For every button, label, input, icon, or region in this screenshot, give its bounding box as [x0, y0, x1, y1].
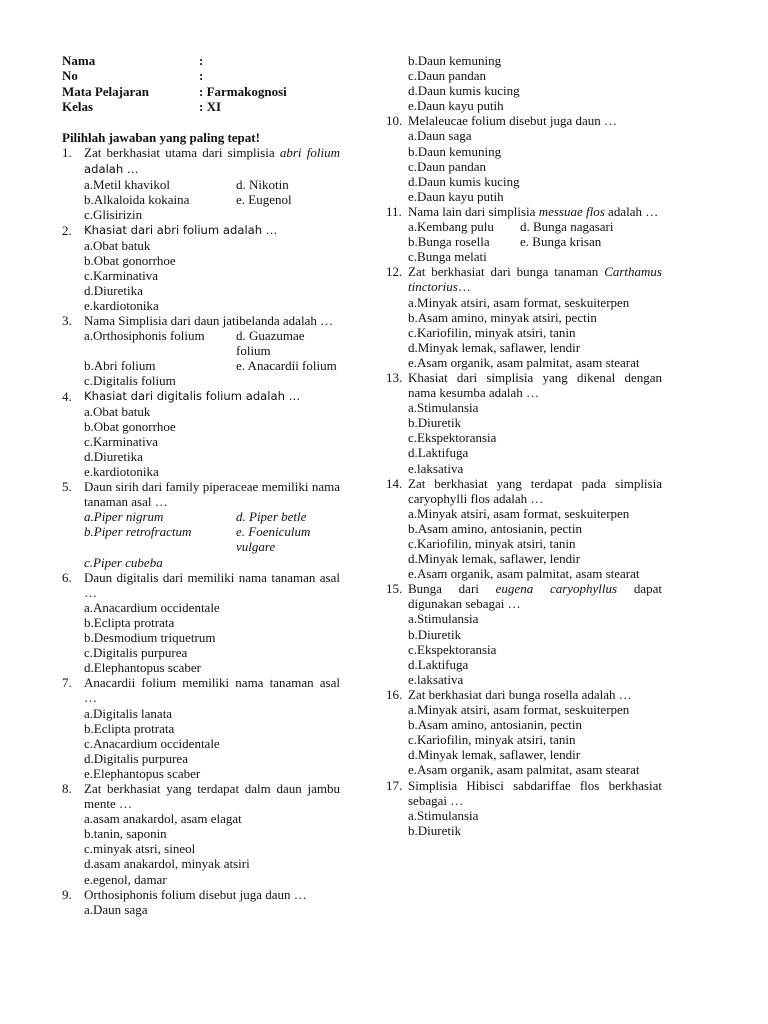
option-d: d.Minyak lemak, saflawer, lendir	[408, 747, 581, 763]
header-no	[62, 68, 340, 83]
option-c: c.Ekspektoransia	[408, 430, 497, 446]
option-b: b.Obat gonorrhoe	[84, 252, 176, 268]
options-8	[62, 811, 340, 886]
options-5	[62, 509, 340, 569]
option-c: c.Kariofilin, minyak atsiri, tanin	[408, 536, 576, 551]
option-e: e.Daun kayu putih	[408, 98, 504, 114]
mapel-label: Mata Pelajaran	[62, 83, 150, 99]
question-15	[386, 581, 666, 612]
question-stem: Khasiat dari simplisia yang dikenal dengan nama kesumba adalah …	[408, 369, 662, 401]
question-16	[386, 687, 662, 702]
question-number: 11.	[386, 203, 402, 219]
question-6	[62, 570, 340, 600]
option-b: b.Bunga rosella	[408, 234, 490, 250]
question-number: 10.	[386, 113, 403, 129]
option-b: b.Piper retrofractum	[84, 524, 192, 540]
option-e: e.kardiotonika	[84, 297, 159, 313]
option-e: e.Asam organik, asam palmitat, asam stearat	[408, 354, 640, 370]
option-b: b.Asam amino, antosianin, pectin	[408, 717, 583, 733]
question-number: 6.	[62, 569, 72, 585]
question-number: 8.	[62, 780, 72, 796]
nama-colon: :	[199, 53, 204, 68]
question-stem: Zat berkhasiat dari bunga rosella adalah …	[408, 686, 632, 702]
question-10	[386, 113, 662, 128]
option-a: a.Piper nigrum	[84, 509, 164, 525]
question-13	[386, 370, 662, 400]
option-c: c.Ekspektoransia	[408, 641, 497, 657]
option-d: d.Minyak lemak, saflawer, lendir	[408, 551, 581, 567]
option-b: b.Daun kemuning	[408, 143, 502, 159]
question-stem: Orthosiphonis folium disebut juga daun …	[84, 886, 307, 902]
options-10	[386, 128, 662, 203]
question-4	[62, 389, 340, 404]
option-e: e.egenol, damar	[84, 871, 167, 887]
no-colon: :	[199, 68, 204, 84]
option-c: c.Daun pandan	[408, 68, 486, 84]
question-stem: Daun digitalis dari memiliki nama tanaman asal …	[84, 569, 340, 600]
options-3	[62, 328, 340, 388]
option-c: c.Karminativa	[84, 267, 158, 283]
option-a: a.Daun saga	[408, 128, 472, 144]
option-a: a.asam anakardol, asam elagat	[84, 811, 242, 827]
option-d: d. Guazumae folium	[236, 328, 305, 359]
options-17	[386, 808, 662, 838]
question-number: 15.	[386, 581, 403, 597]
options-12	[386, 295, 662, 370]
option-e: e. Foeniculum vulgare	[236, 524, 311, 555]
option-d: d.Diuretika	[84, 448, 143, 464]
options-7	[62, 706, 340, 781]
option-a: a.Minyak atsiri, asam format, seskuiterpen	[408, 294, 630, 310]
question-stem: Anacardii folium memiliki nama tanaman asal …	[84, 675, 340, 706]
question-8	[62, 781, 340, 811]
option-c: c.Kariofilin, minyak atsiri, tanin	[408, 732, 576, 748]
option-d: d.Laktifuga	[408, 656, 469, 672]
question-stem: Zat berkhasiat dari bunga tanaman Carthamus tinctorius…	[408, 264, 666, 295]
options-6	[62, 600, 340, 675]
options-9	[62, 902, 340, 917]
option-d: d. Bunga nagasari	[520, 219, 614, 235]
question-number: 5.	[62, 479, 72, 495]
question-number: 14.	[386, 475, 403, 491]
option-d: d.Laktifuga	[408, 445, 469, 461]
question-stem: Khasiat dari digitalis folium adalah …	[84, 388, 301, 403]
option-d: d.Minyak lemak, saflawer, lendir	[408, 339, 581, 355]
option-c: c.Anacardium occidentale	[84, 735, 220, 751]
option-d: d.Daun kumis kucing	[408, 173, 520, 189]
option-c: c.minyak atsri, sineol	[84, 841, 196, 857]
option-e: e.laksativa	[408, 460, 464, 476]
option-a: a.Obat batuk	[84, 237, 151, 253]
question-number: 16.	[386, 686, 403, 702]
option-a: a.Daun saga	[84, 901, 148, 917]
option-b: b.Diuretik	[408, 822, 462, 838]
option-c: c.Glisirizin	[84, 207, 143, 223]
option-e: e. Anacardii folium	[236, 358, 337, 374]
options-9-continued	[386, 53, 662, 113]
option-e: e.Elephantopus scaber	[84, 765, 201, 781]
options-15	[386, 611, 662, 686]
options-4	[62, 404, 340, 479]
question-stem: Zat berkhasiat yang terdapat dalm daun jambu mente …	[84, 780, 340, 812]
header-kelas	[62, 99, 340, 114]
option-a: a.Stimulansia	[408, 400, 479, 416]
options-13	[386, 400, 662, 475]
option-c: c.Daun pandan	[408, 158, 486, 174]
kelas-label: Kelas	[62, 99, 94, 115]
nama-label: Nama	[62, 53, 96, 68]
question-number: 12.	[386, 264, 403, 280]
question-number: 13.	[386, 369, 403, 385]
option-d: d.Diuretika	[84, 282, 143, 298]
option-d: d.Digitalis purpurea	[84, 750, 188, 766]
no-label: No	[62, 68, 78, 84]
question-stem: Bunga dari eugena caryophyllus dapat digunakan sebagai …	[408, 581, 666, 612]
option-e: d.Elephantopus scaber	[84, 660, 201, 676]
option-c: c.Digitalis folium	[84, 373, 176, 389]
kelas-value: : XI	[199, 99, 222, 115]
right-column	[386, 53, 666, 838]
question-number: 3.	[62, 313, 72, 329]
option-b: b.Abri folium	[84, 358, 156, 374]
option-a: a.Digitalis lanata	[84, 705, 173, 721]
header-mapel	[62, 84, 340, 99]
left-column	[62, 53, 344, 917]
question-stem: Zat berkhasiat yang terdapat pada simplisia caryophylli flos adalah …	[408, 475, 662, 506]
question-12	[386, 264, 666, 295]
question-17	[386, 778, 662, 808]
option-c: c.Bunga melati	[408, 249, 487, 265]
question-stem: Simplisia Hibisci sabdariffae flos berkhasiat sebagai …	[408, 777, 662, 808]
question-3	[62, 313, 340, 328]
option-e: e. Eugenol	[236, 192, 292, 208]
option-a: a.Stimulansia	[408, 807, 479, 823]
option-a: a.Kembang pulu	[408, 219, 494, 235]
question-number: 1.	[62, 145, 72, 161]
question-number: 9.	[62, 886, 72, 902]
instruction: Pilihlah jawaban yang paling tepat!	[62, 129, 260, 145]
option-b: b.Eclipta protrata	[84, 614, 175, 630]
question-stem: Nama Simplisia dari daun jatibelanda adalah …	[84, 313, 334, 329]
question-stem: Zat berkhasiat utama dari simplisia abri folium adalah …	[84, 145, 344, 177]
option-b: b.Obat gonorrhoe	[84, 418, 176, 434]
option-c: b.Desmodium triquetrum	[84, 630, 216, 646]
question-number: 2.	[62, 222, 72, 238]
question-1	[62, 145, 344, 177]
question-2	[62, 223, 340, 238]
options-14	[386, 506, 662, 581]
options-16	[386, 702, 662, 777]
option-e: e.Daun kayu putih	[408, 188, 504, 204]
option-b: b.tanin, saponin	[84, 826, 167, 842]
question-stem: Nama lain dari simplisia messuae flos adalah …	[408, 203, 659, 219]
option-c: c.Karminativa	[84, 433, 158, 449]
option-e: e.Asam organik, asam palmitat, asam stearat	[408, 762, 640, 778]
option-b: b.Alkaloida kokaina	[84, 192, 190, 208]
question-stem: Daun sirih dari family piperaceae memiliki nama tanaman asal …	[84, 479, 340, 510]
option-d: d. Piper betle	[236, 509, 307, 525]
option-a: a.Metil khavikol	[84, 177, 170, 193]
option-b: b.Asam amino, minyak atsiri, pectin	[408, 309, 597, 325]
option-d: c.Digitalis purpurea	[84, 645, 188, 661]
question-stem: Khasiat dari abri folium adalah …	[84, 222, 278, 237]
question-stem: Melaleucae folium disebut juga daun …	[408, 113, 618, 129]
question-number: 4.	[62, 388, 72, 404]
option-d: d.asam anakardol, minyak atsiri	[84, 856, 250, 872]
option-a: a.Stimulansia	[408, 611, 479, 627]
option-b: b.Asam amino, antosianin, pectin	[408, 520, 583, 536]
question-5	[62, 479, 340, 509]
header-nama	[62, 53, 340, 68]
option-a: a.Anacardium occidentale	[84, 599, 220, 615]
question-9	[62, 887, 340, 902]
options-1	[62, 177, 340, 222]
option-d: d.Daun kumis kucing	[408, 83, 520, 99]
question-number: 7.	[62, 675, 72, 691]
option-b: b.Diuretik	[408, 626, 462, 642]
option-c: c.Kariofilin, minyak atsiri, tanin	[408, 324, 576, 340]
question-14	[386, 476, 662, 506]
option-d: d. Nikotin	[236, 177, 289, 193]
question-number: 17.	[386, 777, 403, 793]
option-a: a.Orthosiphonis folium	[84, 328, 205, 344]
question-7	[62, 675, 340, 705]
options-11	[386, 219, 662, 264]
options-2	[62, 238, 340, 313]
option-b: b.Eclipta protrata	[84, 720, 175, 736]
mapel-value: : Farmakognosi	[199, 83, 287, 99]
option-b: b.Daun kemuning	[408, 53, 502, 68]
question-11	[386, 204, 662, 219]
option-c: c.Piper cubeba	[84, 554, 163, 570]
option-a: a.Obat batuk	[84, 403, 151, 419]
option-e: e. Bunga krisan	[520, 234, 602, 250]
option-a: a.Minyak atsiri, asam format, seskuiterpen	[408, 505, 630, 521]
option-e: e.Asam organik, asam palmitat, asam stearat	[408, 566, 640, 582]
option-a: a.Minyak atsiri, asam format, seskuiterpen	[408, 702, 630, 718]
option-b: b.Diuretik	[408, 415, 462, 431]
option-e: e.kardiotonika	[84, 464, 159, 479]
option-e: e.laksativa	[408, 671, 464, 687]
